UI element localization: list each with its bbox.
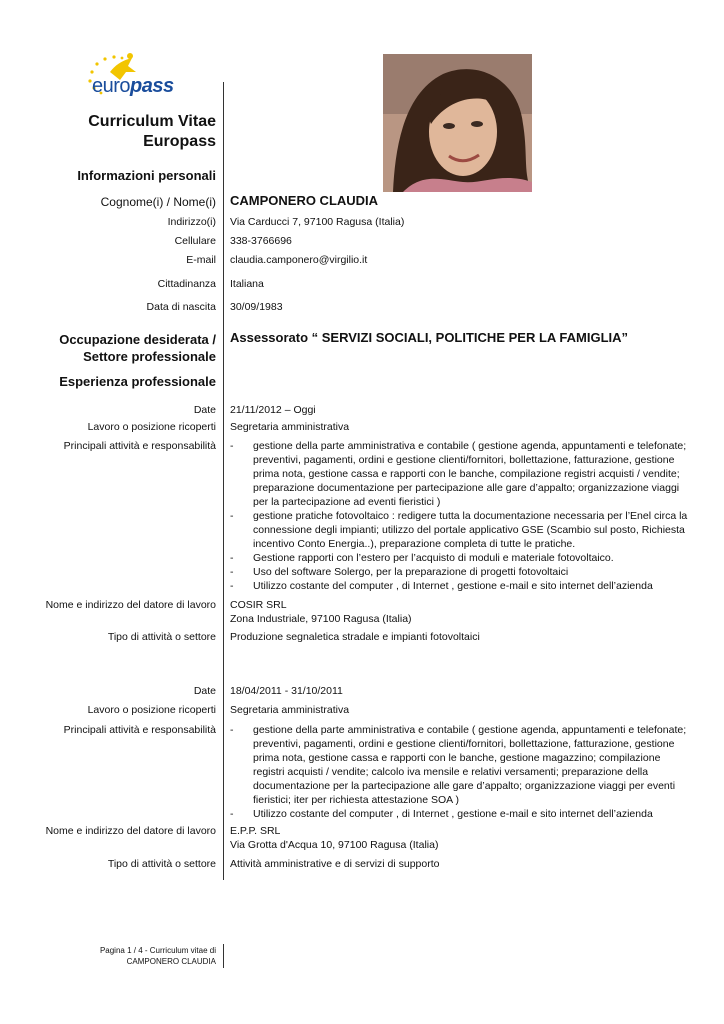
column-divider [223,82,224,880]
address-value: Via Carducci 7, 97100 Ragusa (Italia) [230,216,405,228]
profile-photo [383,54,532,192]
job2-date-label: Date [193,685,216,697]
job1-sector-label: Tipo di attività o settore [107,631,216,643]
job1-employer-label: Nome e indirizzo del datore di lavoro [45,599,216,611]
job2-sector-label: Tipo di attività o settore [107,858,216,870]
page-footer: Pagina 1 / 4 - Curriculum vitae di CAMPONERO CLAUDIA [99,946,216,966]
job1-date: 21/11/2012 – Oggi [230,404,316,416]
job1-duties-label: Principali attività e responsabilità [63,440,216,452]
duty-item: - Utilizzo costante del computer , di Internet , gestione e-mail e sito internet dell’azienda [230,579,690,593]
job2-employer-label: Nome e indirizzo del datore di lavoro [45,825,216,837]
mobile-label: Cellulare [174,235,216,247]
email-value: claudia.camponero@virgilio.it [230,254,368,266]
experience-heading: Esperienza professionale [59,374,216,389]
job2-duties-list [230,723,690,821]
desired-occupation-value: Assessorato “ SERVIZI SOCIALI, POLITICHE PER LA FAMIGLIA” [230,330,629,345]
full-name: CAMPONERO CLAUDIA [230,193,379,208]
email-label: E-mail [186,254,216,266]
dob-value: 30/09/1983 [230,301,283,313]
cv-title: Curriculum Vitae Europass [88,113,216,150]
job2-sector: Attività amministrative e di servizi di supporto [230,858,440,870]
duty-item: - gestione pratiche fotovoltaico : redigere tutta la documentazione necessaria per l’Enel circa la connessione degli impianti; utilizzo del portale applicativo GSE (Scambio sul posto, Richiesta incentivo Conto Energia..), preparazione completa di tutte le pratiche. [230,509,690,551]
personal-info-heading: Informazioni personali [77,168,216,183]
duty-item: - Gestione rapporti con l’estero per l’acquisto di moduli e materiale fotovoltaico. [230,551,690,565]
address-label: Indirizzo(i) [167,216,216,228]
job2-role: Segretaria amministrativa [230,704,350,716]
citizenship-value: Italiana [230,278,264,290]
footer-divider [223,944,224,968]
mobile-value: 338-3766696 [230,235,292,247]
dob-label: Data di nascita [146,301,216,313]
job2-employer: E.P.P. SRL Via Grotta d'Acqua 10, 97100 Ragusa (Italia) [230,825,439,851]
job2-date: 18/04/2011 - 31/10/2011 [230,685,343,697]
job1-sector: Produzione segnaletica stradale e impianti fotovoltaici [230,631,480,643]
citizenship-label: Cittadinanza [157,278,216,290]
duty-item: - Uso del software Solergo, per la preparazione di progetti fotovoltaici [230,565,690,579]
job1-date-label: Date [193,404,216,416]
job1-role: Segretaria amministrativa [230,421,350,433]
name-label: Cognome(i) / Nome(i) [100,195,216,209]
job1-employer: COSIR SRL Zona Industriale, 97100 Ragusa (Italia) [230,599,412,625]
europass-wordmark: europass [92,75,174,97]
job2-role-label: Lavoro o posizione ricoperti [87,704,216,716]
duty-item: - gestione della parte amministrativa e contabile ( gestione agenda, appuntamenti e telefonate; preventivi, pagamenti, ordini e gestione clienti/fornitori, bollettazione, fatturazione, gestione prima nota, gestione cassa e rapporti con le banche, compilazione registri acquisti / vendite; preparazione documentazione per partecipazione alle gare d’appalto; organizzazione viaggi per la partecipazione ad eventi fieristici ) [230,439,690,509]
duty-item: - Utilizzo costante del computer , di Internet , gestione e-mail e sito internet dell’azienda [230,807,690,821]
desired-occupation-label: Occupazione desiderata / Settore professionale [59,332,216,364]
job2-duties-label: Principali attività e responsabilità [63,724,216,736]
job1-duties-list [230,439,690,593]
job1-role-label: Lavoro o posizione ricoperti [87,421,216,433]
duty-item: - gestione della parte amministrativa e contabile ( gestione agenda, appuntamenti e telefonate; preventivi, pagamenti, ordini e gestione clienti/fornitori, bollettazione, fatturazione, gestione prima nota, gestione cassa e rapporti con le banche, gestione magazzino; compilazione registri acquisti / vendite; calcolo iva mensile e relativi versamenti; preparazione della documentazione per la partecipazione alle gare d’appalto; organizzazione viaggi per eventi fieristici; iter per richiesta attestazione SOA ) [230,723,690,807]
